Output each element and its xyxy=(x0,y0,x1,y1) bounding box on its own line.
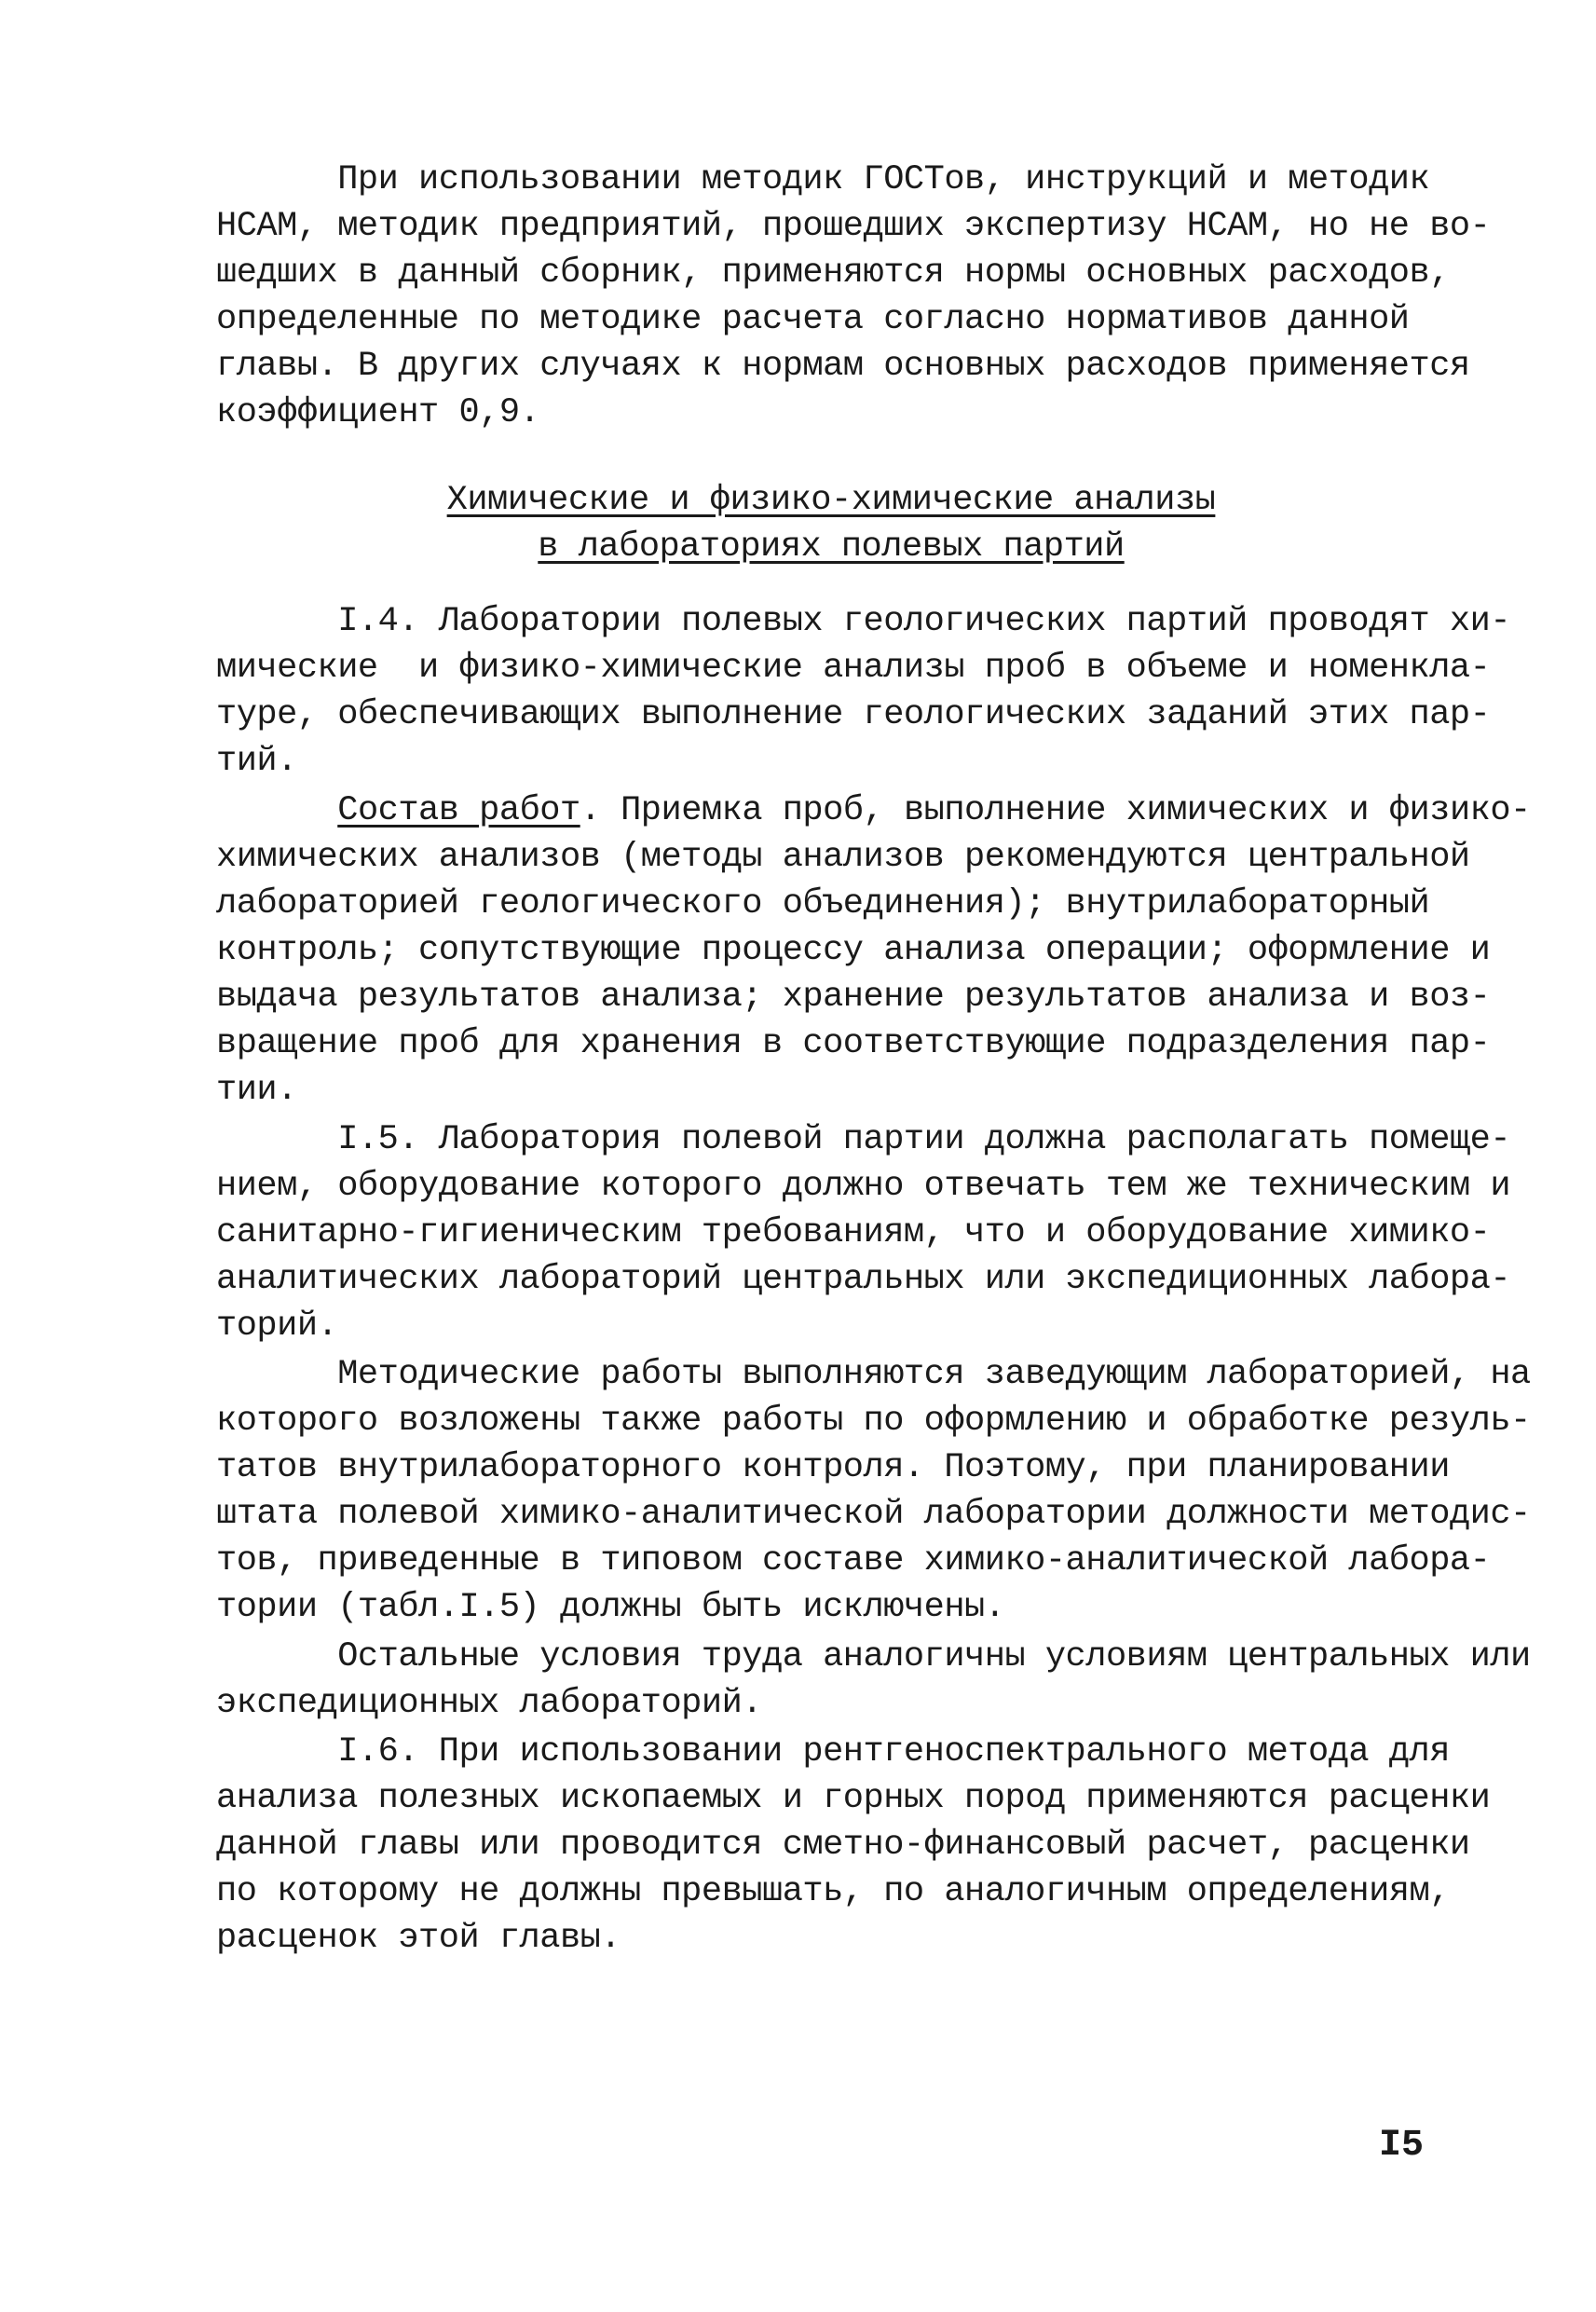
text-line: I.4. Лаборатории полевых геологических партий проводят хи- xyxy=(216,602,1511,641)
text-line: I.5. Лаборатория полевой партии должна располагать помеще- xyxy=(216,1120,1511,1159)
text-line: выдача результатов анализа; хранение результатов анализа и воз- xyxy=(216,978,1491,1017)
text-line: Остальные условия труда аналогичны условиям центральных или xyxy=(216,1637,1531,1676)
text-line: торий. xyxy=(216,1306,338,1346)
paragraph-methodical xyxy=(216,1351,1531,1631)
section-heading xyxy=(216,477,1446,570)
text-line: контроль; сопутствующие процессу анализа операции; оформление и xyxy=(216,931,1491,970)
text-line: экспедиционных лабораторий. xyxy=(216,1684,762,1723)
text-line: расценок этой главы. xyxy=(216,1919,621,1958)
text-line: шедших в данный сборник, применяются нормы основных расходов, xyxy=(216,253,1450,293)
text-line: I.6. При использовании рентгеноспектрального метода для xyxy=(216,1732,1450,1772)
text-line: главы. В других случаях к нормам основных расходов применяется xyxy=(216,347,1470,386)
text-line: НСАМ, методик предприятий, прошедших экспертизу НСАМ, но не во- xyxy=(216,207,1491,246)
text-line: нием, оборудование которого должно отвечать тем же техническим и xyxy=(216,1167,1511,1206)
paragraph-1-5 xyxy=(216,1116,1511,1349)
sostav-first-line: . Приемка проб, выполнение химических и физико- xyxy=(580,791,1531,830)
text-line: мические и физико-химические анализы проб в объеме и номенкла- xyxy=(216,649,1491,688)
text-line: анализа полезных ископаемых и горных пород применяются расценки xyxy=(216,1779,1491,1818)
text-line xyxy=(216,787,1531,834)
text-line: которого возложены также работы по оформлению и обработке резуль- xyxy=(216,1402,1531,1441)
paragraph-1-4 xyxy=(216,598,1511,785)
text-line: данной главы или проводится сметно-финансовый расчет, расценки xyxy=(216,1826,1470,1865)
sostav-label: Состав работ xyxy=(337,791,580,830)
text-line: аналитических лабораторий центральных или экспедиционных лабора- xyxy=(216,1260,1511,1299)
text-line: Методические работы выполняются заведующим лабораторией, на xyxy=(216,1355,1531,1394)
text-line: лабораторией геологического объединения); внутрилабораторный xyxy=(216,884,1430,923)
text-line: тии. xyxy=(216,1071,297,1110)
page-number: I5 xyxy=(1379,2125,1425,2167)
text-line: тории (табл.I.5) должны быть исключены. xyxy=(216,1588,1005,1627)
text-line: При использовании методик ГОСТов, инструкций и методик xyxy=(216,160,1430,199)
text-line: штата полевой химико-аналитической лаборатории должности методис- xyxy=(216,1495,1531,1534)
paragraph-other-conditions xyxy=(216,1634,1531,1727)
paragraph-sostav xyxy=(216,787,1531,1114)
text-line: химических анализов (методы анализов рекомендуются центральной xyxy=(216,838,1470,877)
text-line: татов внутрилабораторного контроля. Поэтому, при планировании xyxy=(216,1448,1450,1487)
section-heading-line: в лабораториях полевых партий xyxy=(538,527,1125,567)
text-line: определенные по методике расчета согласно нормативов данной xyxy=(216,300,1410,339)
text-line: коэффициент 0,9. xyxy=(216,393,540,432)
text-line: туре, обеспечивающих выполнение геологических заданий этих пар- xyxy=(216,695,1491,734)
text-line: тов, приведенные в типовом составе химико-аналитической лабора- xyxy=(216,1541,1491,1580)
intro-block xyxy=(216,157,1491,436)
paragraph-1-6 xyxy=(216,1729,1491,1962)
text-line: вращение проб для хранения в соответствующие подразделения пар- xyxy=(216,1024,1491,1063)
text-line: тий. xyxy=(216,742,297,781)
text-line: по которому не должны превышать, по аналогичным определениям, xyxy=(216,1872,1450,1911)
text-line: санитарно-гигиеническим требованиям, что и оборудование химико- xyxy=(216,1213,1491,1252)
section-heading-line: Химические и физико-химические анализы xyxy=(446,481,1216,520)
